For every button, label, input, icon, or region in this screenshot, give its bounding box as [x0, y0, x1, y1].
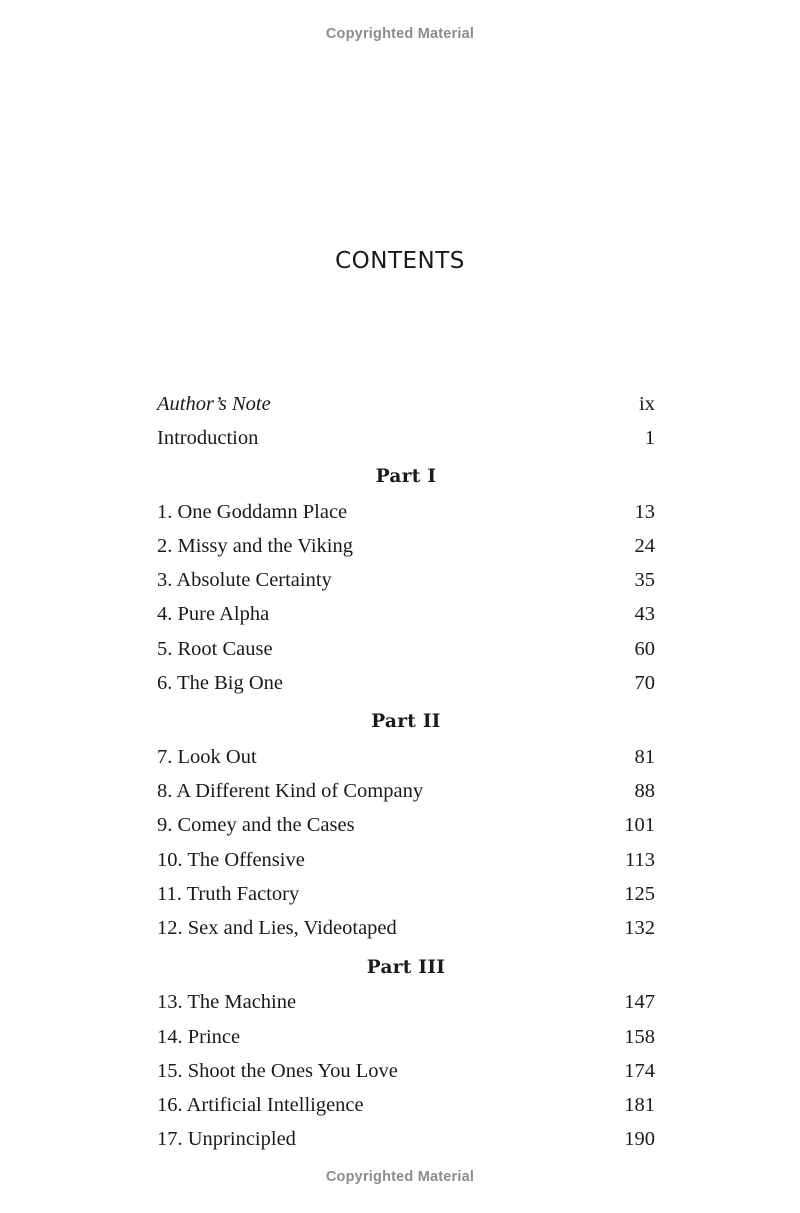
toc-entry[interactable] — [157, 499, 655, 525]
toc-entry-label: 4. Pure Alpha — [157, 603, 270, 625]
toc-entry-label: 7. Look Out — [157, 746, 257, 768]
toc-entry[interactable] — [157, 989, 655, 1015]
toc-entry[interactable] — [157, 1092, 655, 1118]
toc-entry-page: ix — [639, 393, 655, 415]
toc-entry-label: 2. Missy and the Viking — [157, 535, 353, 557]
toc-entry[interactable] — [157, 812, 655, 838]
toc-entry-page: 24 — [634, 535, 655, 557]
toc-entry-page: 70 — [634, 672, 655, 694]
toc-entry[interactable] — [157, 1024, 655, 1050]
part-heading: Part I — [375, 466, 437, 487]
toc-entry-page: 88 — [634, 780, 655, 802]
toc-entry-page: 1 — [644, 427, 655, 449]
toc-entry[interactable] — [157, 601, 655, 627]
toc-entry-label: 14. Prince — [157, 1026, 241, 1048]
toc-entry-page: 60 — [634, 638, 655, 660]
toc-entry-label: 9. Comey and the Cases — [157, 814, 355, 836]
toc-entry[interactable] — [157, 636, 655, 662]
toc-entry-page: 35 — [634, 569, 655, 591]
toc-entry-page: 13 — [634, 501, 655, 523]
toc-entry-label: 13. The Machine — [157, 991, 297, 1013]
toc-entry-page: 81 — [634, 746, 655, 768]
toc-entry-label: 15. Shoot the Ones You Love — [157, 1060, 398, 1082]
toc-entry-label: 16. Artificial Intelligence — [157, 1094, 364, 1116]
copyright-watermark-bottom: Copyrighted Material — [325, 1169, 475, 1185]
toc-entry[interactable] — [157, 670, 655, 696]
toc-entry-page: 147 — [624, 991, 655, 1013]
toc-entry[interactable] — [157, 567, 655, 593]
toc-entry-label: 1. One Goddamn Place — [157, 501, 348, 523]
toc-entry-page: 132 — [624, 917, 655, 939]
toc-entry[interactable] — [157, 915, 655, 941]
toc-entry-page: 113 — [625, 849, 655, 871]
toc-entry-introduction[interactable] — [157, 425, 655, 451]
toc-entry-page: 158 — [624, 1026, 655, 1048]
toc-entry[interactable] — [157, 778, 655, 804]
toc-entry[interactable] — [157, 1126, 655, 1152]
toc-entry-label: 8. A Different Kind of Company — [157, 780, 424, 802]
toc-entry-page: 43 — [634, 603, 655, 625]
toc-entry-authors-note[interactable] — [157, 391, 655, 417]
toc-entry-page: 125 — [624, 883, 655, 905]
toc-entry[interactable] — [157, 744, 655, 770]
toc-entry-label: 12. Sex and Lies, Videotaped — [157, 917, 397, 939]
toc-entry[interactable] — [157, 1058, 655, 1084]
toc-entry[interactable] — [157, 533, 655, 559]
part-heading: Part III — [366, 957, 446, 978]
toc-entry-label: 11. Truth Factory — [157, 883, 300, 905]
toc-entry-label: Introduction — [157, 427, 259, 449]
toc-entry-label: 10. The Offensive — [157, 849, 305, 871]
toc-entry-label: 5. Root Cause — [157, 638, 273, 660]
part-heading: Part II — [371, 711, 441, 732]
toc-entry-label: 3. Absolute Certainty — [157, 569, 332, 591]
toc-entry[interactable] — [157, 881, 655, 907]
toc-entry-page: 190 — [624, 1128, 655, 1150]
toc-entry-label: Author’s Note — [157, 393, 271, 415]
toc-entry-page: 174 — [624, 1060, 655, 1082]
toc-entry-label: 17. Unprincipled — [157, 1128, 296, 1150]
toc-entry-page: 101 — [624, 814, 655, 836]
toc-entry[interactable] — [157, 847, 655, 873]
toc-entry-label: 6. The Big One — [157, 672, 284, 694]
copyright-watermark-top: Copyrighted Material — [325, 26, 475, 42]
page-title: CONTENTS — [335, 248, 465, 274]
toc-entry-page: 181 — [624, 1094, 655, 1116]
